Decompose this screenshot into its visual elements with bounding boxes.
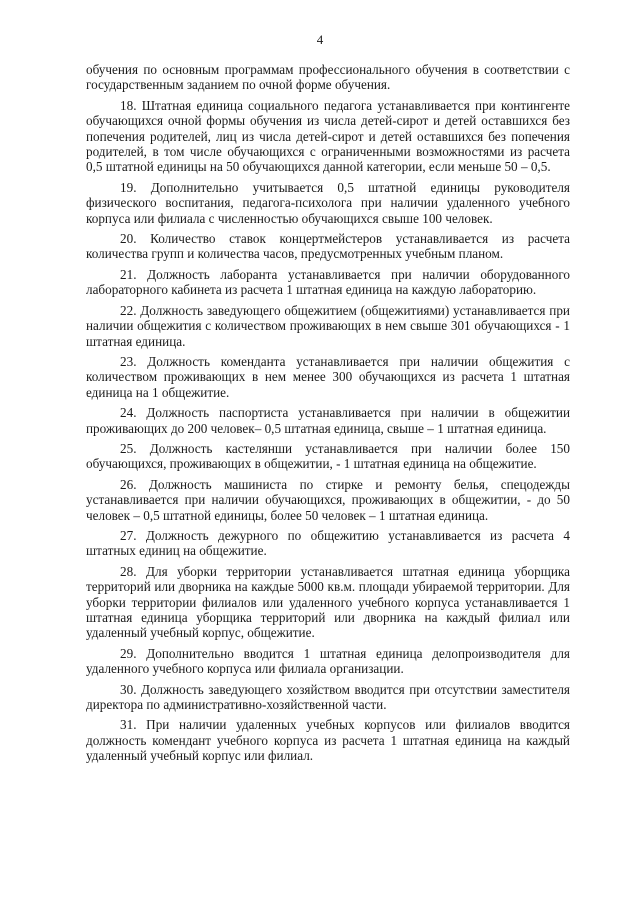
document-body	[86, 62, 570, 769]
paragraph-20: 20. Количество ставок концертмейстеров устанавливается из расчета количества групп и количества часов, предусмотренных учебным планом.	[86, 231, 570, 262]
paragraph-23: 23. Должность коменданта устанавливается при наличии общежития с количеством проживающих в нем менее 300 обучающихся из расчета 1 штатная единица на 1 общежитие.	[86, 353, 570, 400]
page-number: 4	[316, 32, 324, 47]
paragraph-27: 27. Должность дежурного по общежитию устанавливается из расчета 4 штатных единиц на общежитие.	[86, 527, 570, 559]
paragraph-continuation: обучения по основным программам профессионального обучения в соответствии с государственным заданием по очной форме обучения.	[86, 62, 570, 93]
paragraph-28: 28. Для уборки территории устанавливается штатная единица уборщика территорий или дворника на каждые 5000 кв.м. площади убираемой территории. Для уборки территории филиалов или удаленного учебного корпуса устанавливается 1 штатная единица уборщика территорий или дворника на каждый филиал или удаленный учебный корпус, общежитие.	[86, 563, 570, 641]
paragraph-24: 24. Должность паспортиста устанавливается при наличии в общежитии проживающих до 200 человек– 0,5 штатная единица, свыше – 1 штатная единица.	[86, 405, 570, 436]
paragraph-31: 31. При наличии удаленных учебных корпусов или филиалов вводится должность комендант учебного корпуса из расчета 1 штатная единица на каждый удаленный учебный корпус или филиал.	[86, 717, 570, 764]
paragraph-29: 29. Дополнительно вводится 1 штатная единица делопроизводителя для удаленного учебного корпуса или филиала организации.	[86, 645, 570, 677]
paragraph-22: 22. Должность заведующего общежитием (общежитиями) устанавливается при наличии общежития с количеством проживающих в нем свыше 301 обучающихся - 1 штатная единица.	[86, 302, 570, 349]
paragraph-30: 30. Должность заведующего хозяйством вводится при отсутствии заместителя директора по административно-хозяйственной части.	[86, 681, 570, 713]
paragraph-25: 25. Должность кастелянши устанавливается при наличии более 150 обучающихся, проживающих в общежитии, - 1 штатная единица на общежитие.	[86, 440, 570, 472]
paragraph-26: 26. Должность машиниста по стирке и ремонту белья, спецодежды устанавливается при наличии обучающихся, проживающих в общежитии, - до 50 человек – 0,5 штатной единицы, более 50 человек – 1 штатная единица.	[86, 476, 570, 523]
paragraph-18: 18. Штатная единица социального педагога устанавливается при контингенте обучающихся очной формы обучения из числа детей-сирот и детей оставшихся без попечения родителей, лиц из числа детей-сирот и детей оставшихся без попечения родителей, в том числе обучающихся с ограниченными возможностями из расчета 0,5 штатной единицы на 50 обучающихся данной категории, если меньше 50 – 0,5.	[86, 97, 570, 175]
paragraph-21: 21. Должность лаборанта устанавливается при наличии оборудованного лабораторного кабинета из расчета 1 штатная единица на каждую лабораторию.	[86, 266, 570, 298]
paragraph-19: 19. Дополнительно учитывается 0,5 штатной единицы руководителя физического воспитания, педагога-психолога при наличии удаленного учебного корпуса или филиала с численностью обучающихся свыше 100 человек.	[86, 179, 570, 226]
